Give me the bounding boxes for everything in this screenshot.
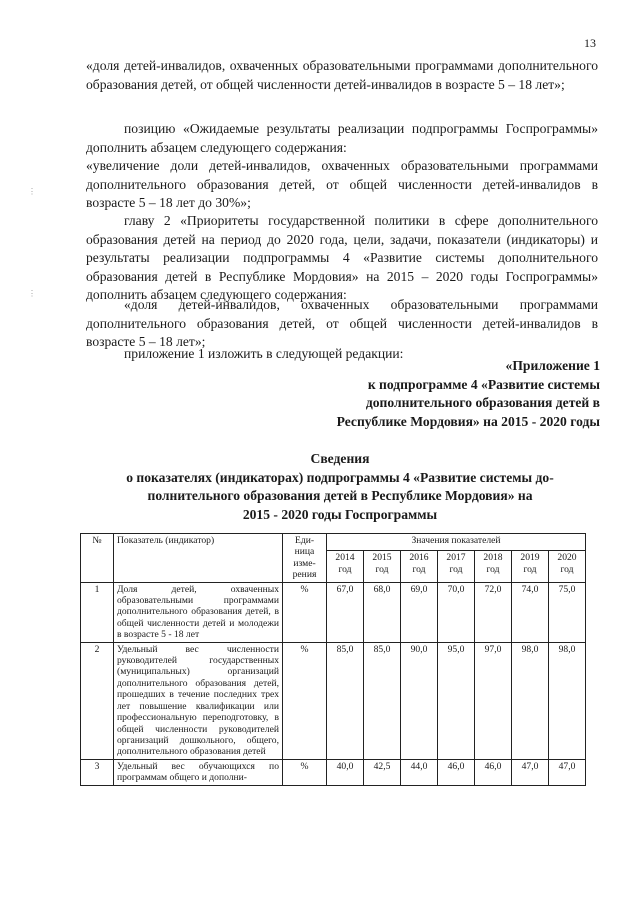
header-year: 2014 год <box>327 551 364 582</box>
header-year: 2020 год <box>549 551 586 582</box>
heading-line: полнительного образования детей в Республике Мордовия» на <box>147 488 533 503</box>
row-value: 95,0 <box>438 642 475 759</box>
row-value: 98,0 <box>549 642 586 759</box>
paragraph-position: позицию «Ожидаемые результаты реализации подпрограммы Госпрограммы» дополнить абзацем следующего содержания: <box>86 121 598 155</box>
heading-line: о показателях (индикаторах) подпрограммы 4 «Развитие системы до- <box>126 469 554 485</box>
row-unit: % <box>283 582 327 642</box>
row-num: 1 <box>81 582 114 642</box>
margin-mark: ⋮ <box>28 187 36 196</box>
paragraph-chapter: главу 2 «Приоритеты государственной политики в сфере дополнительного образования детей на период до 2020 года, цели, задачи, показатели (индикаторы) и результаты реализации подпрограммы 4 «Развитие системы дополнительного образования детей в Республике Мордовия» на 2015 – 2020 годы Госпрограммы» дополнить абзацем следующего содержания: <box>86 213 598 302</box>
appendix-header <box>240 357 600 431</box>
header-year: 2016 год <box>401 551 438 582</box>
header-year: 2015 год <box>364 551 401 582</box>
row-value: 85,0 <box>364 642 401 759</box>
row-value: 75,0 <box>549 582 586 642</box>
appendix-line: дополнительного образования детей в <box>365 395 600 410</box>
margin-mark: ⋮ <box>28 289 36 298</box>
header-year: 2017 год <box>438 551 475 582</box>
row-value: 98,0 <box>512 642 549 759</box>
row-value: 46,0 <box>438 759 475 785</box>
row-value: 44,0 <box>401 759 438 785</box>
row-value: 67,0 <box>327 582 364 642</box>
heading-line: 2015 - 2020 годы Госпрограммы <box>242 506 438 522</box>
heading-title: Сведения <box>310 451 370 466</box>
row-value: 42,5 <box>364 759 401 785</box>
table-row <box>81 759 586 785</box>
row-indicator: Удельный вес численности руководителей государственных (муниципальных) организаций дополнительного образования детей, прошедших в течение последних трех лет повышение квалификации или профессиональную переподготовку, в общей численности руководителей организаций дошкольного, общего, дополнительного образования детей <box>114 642 283 759</box>
page-number: 13 <box>584 36 596 50</box>
row-unit: % <box>283 759 327 785</box>
header-year: 2019 год <box>512 551 549 582</box>
appendix-line: к подпрограмме 4 «Развитие системы <box>367 376 600 392</box>
row-num: 2 <box>81 642 114 759</box>
table-heading <box>90 450 590 524</box>
header-indicator: Показатель (индикатор) <box>114 534 283 583</box>
appendix-line: Республике Мордовия» на 2015 - 2020 годы <box>336 413 600 429</box>
header-year: 2018 год <box>475 551 512 582</box>
header-values: Значения показателей <box>327 534 586 551</box>
row-value: 72,0 <box>475 582 512 642</box>
appendix-line: «Приложение 1 <box>505 358 600 373</box>
row-indicator: Доля детей, охваченных образовательными программами дополнительного образования детей, в общей численности детей и молодежи в возрасте 5 - 18 лет <box>114 582 283 642</box>
indicators-table <box>80 533 586 786</box>
header-unit: Еди-ница изме-рения <box>283 534 327 583</box>
row-value: 69,0 <box>401 582 438 642</box>
header-num: № <box>81 534 114 583</box>
paragraph-quote-1: «доля детей-инвалидов, охваченных образовательными программами дополнительного образования детей, от общей численности детей-инвалидов в возрасте 5 – 18 лет»; <box>86 58 598 92</box>
row-value: 40,0 <box>327 759 364 785</box>
row-indicator: Удельный вес обучающихся по программам общего и дополни- <box>114 759 283 785</box>
row-value: 85,0 <box>327 642 364 759</box>
row-value: 47,0 <box>512 759 549 785</box>
paragraph-quote-2: «увеличение доли детей-инвалидов, охваченных образовательными программами дополнительного образования детей, от общей численности детей-инвалидов в возрасте 5 – 18 лет до 30%»; <box>86 158 598 210</box>
paragraph-quote-3: «доля детей-инвалидов, охваченных образовательными программами дополнительного образования детей, от общей численности детей-инвалидов в возрасте 5 – 18 лет»; <box>86 297 598 349</box>
row-value: 90,0 <box>401 642 438 759</box>
row-value: 74,0 <box>512 582 549 642</box>
row-value: 46,0 <box>475 759 512 785</box>
row-unit: % <box>283 642 327 759</box>
table-header-row <box>81 534 586 551</box>
row-num: 3 <box>81 759 114 785</box>
row-value: 97,0 <box>475 642 512 759</box>
table-row <box>81 582 586 642</box>
paragraph-annex: приложение 1 изложить в следующей редакции: <box>124 346 404 361</box>
row-value: 68,0 <box>364 582 401 642</box>
table-row <box>81 642 586 759</box>
row-value: 70,0 <box>438 582 475 642</box>
row-value: 47,0 <box>549 759 586 785</box>
